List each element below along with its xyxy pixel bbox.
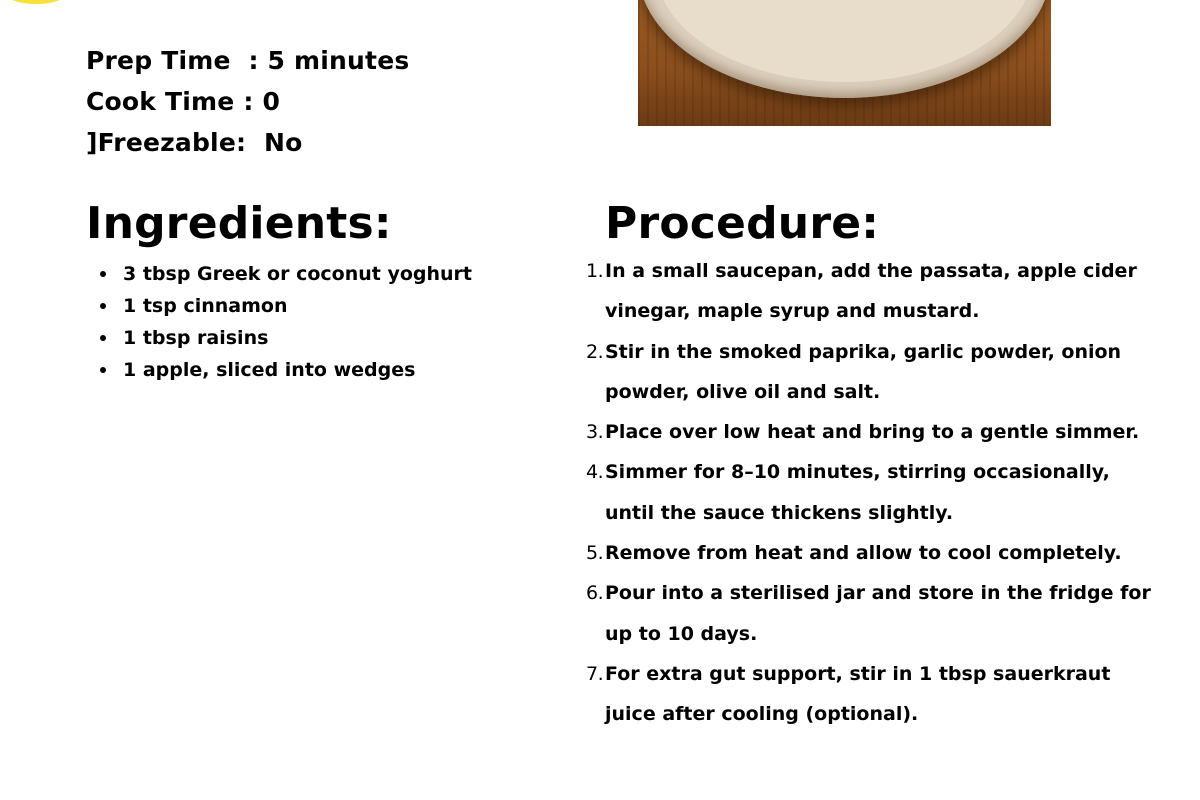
ingredient-item: 1 apple, sliced into wedges — [86, 354, 472, 386]
step-number: 2. — [586, 340, 604, 363]
procedure-list — [586, 251, 1158, 735]
decorative-yellow-shape — [8, 0, 64, 4]
procedure-step — [586, 533, 1158, 573]
procedure-step — [586, 412, 1158, 452]
procedure-step — [586, 654, 1158, 735]
prep-time: Prep Time : 5 minutes — [86, 46, 410, 75]
step-text: Place over low heat and bring to a gentle simmer. — [605, 421, 1140, 444]
procedure-step — [586, 452, 1158, 533]
cook-time: Cook Time : 0 — [86, 87, 281, 116]
step-number: 1. — [586, 260, 604, 282]
ingredients-list — [86, 258, 472, 386]
freezable: ]Freezable: No — [86, 128, 303, 157]
step-text: Simmer for 8–10 minutes, stirring occasionally, until the sauce thickens slightly. — [605, 461, 1110, 524]
step-number: 7. — [586, 662, 604, 685]
ingredient-item: 1 tsp cinnamon — [86, 290, 472, 322]
ingredients-heading: Ingredients: — [86, 198, 392, 249]
step-text: Stir in the smoked paprika, garlic powder, onion powder, olive oil and salt. — [605, 340, 1122, 403]
procedure-step — [586, 332, 1158, 413]
step-number: 4. — [586, 461, 604, 484]
step-number: 5. — [586, 542, 604, 565]
procedure-step — [586, 251, 1158, 332]
ingredient-item: 1 tbsp raisins — [86, 322, 472, 354]
step-text: For extra gut support, stir in 1 tbsp sauerkraut juice after cooling (optional). — [605, 662, 1111, 726]
recipe-meta — [86, 40, 409, 163]
step-number: 6. — [586, 582, 604, 605]
procedure-heading: Procedure: — [605, 198, 880, 249]
step-number: 3. — [586, 421, 604, 444]
apple-plate-photo — [638, 0, 1051, 126]
ingredient-item: 3 tbsp Greek or coconut yoghurt — [86, 258, 472, 290]
step-text: Pour into a sterilised jar and store in the fridge for up to 10 days. — [605, 582, 1151, 645]
step-text: Remove from heat and allow to cool completely. — [605, 542, 1122, 565]
procedure-step — [586, 573, 1158, 654]
step-text: In a small saucepan, add the passata, apple cider vinegar, maple syrup and mustard. — [605, 260, 1137, 323]
